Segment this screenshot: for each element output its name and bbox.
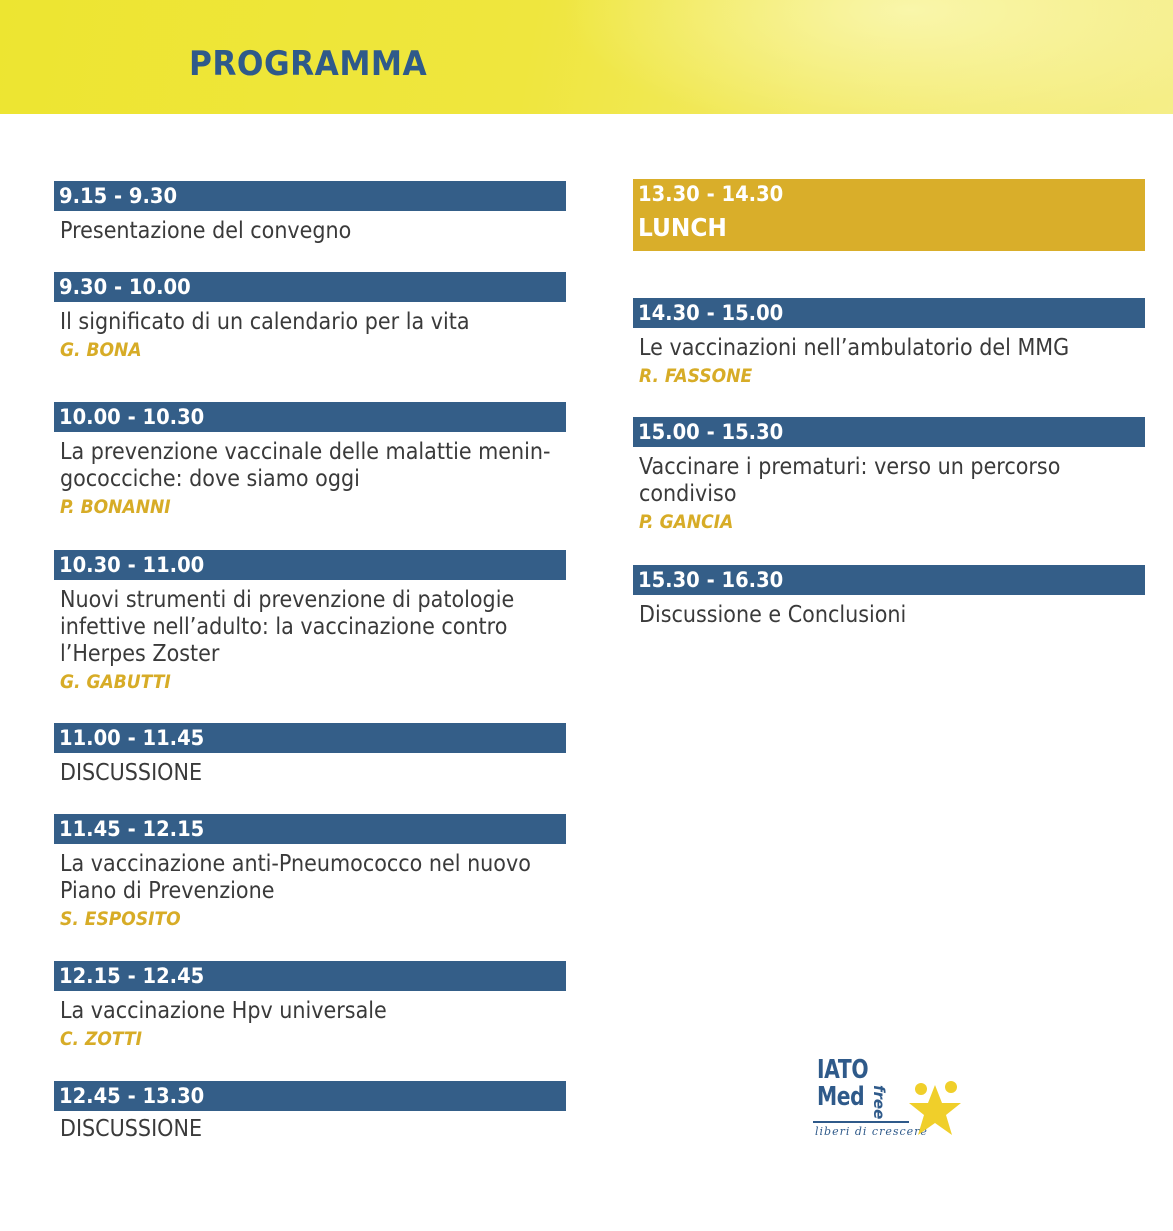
session-title-line: condiviso: [639, 481, 737, 507]
session-title: [54, 587, 566, 668]
session-time-bar: [633, 417, 1145, 447]
session-title: [54, 1116, 566, 1143]
session-time: 15.30 - 16.30: [638, 568, 784, 592]
session-title-line: Discussione e Conclusioni: [639, 602, 907, 628]
session-title: [54, 439, 566, 493]
session-item: [633, 417, 1145, 565]
session-speaker: [54, 908, 566, 930]
session-time: 12.15 - 12.45: [59, 964, 205, 988]
session-time-bar: [633, 565, 1145, 595]
session-time: 11.00 - 11.45: [59, 726, 205, 750]
session-time-bar: [54, 1081, 566, 1111]
session-title: [54, 998, 566, 1025]
session-speaker: [54, 496, 566, 518]
header-band: [0, 0, 1173, 114]
session-time: 10.30 - 11.00: [59, 553, 205, 577]
speaker-name: P. GANCIA: [639, 511, 734, 533]
session-time: 14.30 - 15.00: [638, 301, 784, 325]
session-title-line: Piano di Prevenzione: [60, 878, 275, 904]
speaker-name: P. BONANNI: [60, 496, 171, 518]
speaker-name: S. ESPOSITO: [60, 908, 181, 930]
session-item: [54, 272, 566, 402]
session-time: 15.00 - 15.30: [638, 420, 784, 444]
session-title: [633, 335, 1145, 362]
session-time-bar: [54, 181, 566, 211]
session-time: 12.45 - 13.30: [59, 1084, 205, 1108]
logo-wordmark: [817, 1057, 868, 1111]
schedule-right-column: [633, 179, 1145, 635]
logo-figure-head-2: [945, 1081, 957, 1093]
session-item: [54, 814, 566, 961]
session-time-bar: [633, 298, 1145, 328]
schedule-left-column: [54, 181, 566, 1151]
session-time: 9.30 - 10.00: [59, 275, 191, 299]
session-time-bar: [54, 961, 566, 991]
session-speaker: [633, 365, 1145, 387]
session-item: [54, 961, 566, 1081]
session-time: 11.45 - 12.15: [59, 817, 205, 841]
session-title: [633, 602, 1145, 629]
session-title-line: DISCUSSIONE: [60, 760, 203, 786]
session-title-line: La prevenzione vaccinale delle malattie menin-: [60, 439, 551, 465]
session-item: [54, 550, 566, 723]
speaker-name: G. GABUTTI: [60, 671, 171, 693]
lunch-time: [638, 180, 1145, 208]
session-item: [54, 181, 566, 272]
speaker-name: G. BONA: [60, 339, 142, 361]
lunch-label: [638, 208, 1145, 248]
session-title: [54, 309, 566, 336]
logo-tagline: liberi di crescere: [815, 1125, 928, 1138]
session-speaker: [54, 339, 566, 361]
session-time: 10.00 - 10.30: [59, 405, 205, 429]
lunch-block: [633, 179, 1145, 251]
iato-med-free-logo: [813, 1057, 973, 1147]
session-title: [54, 218, 566, 245]
logo-line-2: Med: [817, 1082, 865, 1112]
spacer: [633, 251, 1145, 298]
logo-rule: [813, 1121, 909, 1123]
speaker-name: C. ZOTTI: [60, 1028, 143, 1050]
session-title-line: gococciche: dove siamo oggi: [60, 466, 360, 492]
session-speaker: [54, 1028, 566, 1050]
session-title-line: infettive nell’adulto: la vaccinazione contro: [60, 614, 508, 640]
session-item: [54, 723, 566, 814]
session-item: [54, 402, 566, 550]
session-time: 9.15 - 9.30: [59, 184, 178, 208]
session-item: [54, 1081, 566, 1151]
session-item: [633, 565, 1145, 635]
speaker-name: R. FASSONE: [639, 365, 753, 387]
session-time-bar: [54, 402, 566, 432]
session-time-bar: [54, 272, 566, 302]
session-title: [633, 454, 1145, 508]
page-title: PROGRAMMA: [189, 44, 428, 84]
session-time-bar: [54, 723, 566, 753]
lunch-label-text: LUNCH: [638, 213, 727, 242]
session-title-line: Nuovi strumenti di prevenzione di patologie: [60, 587, 515, 613]
session-title-line: La vaccinazione anti-Pneumococco nel nuovo: [60, 851, 531, 877]
session-title-line: DISCUSSIONE: [60, 1116, 203, 1142]
session-title-line: l’Herpes Zoster: [60, 641, 220, 667]
logo-free: free: [870, 1085, 888, 1120]
session-speaker: [633, 511, 1145, 533]
header-glow: [560, 0, 1173, 114]
session-title-line: Il significato di un calendario per la vita: [60, 309, 470, 335]
session-item: [633, 298, 1145, 417]
logo-line-1: IATO: [817, 1055, 869, 1085]
lunch-time-text: 13.30 - 14.30: [638, 182, 784, 206]
session-time-bar: [54, 550, 566, 580]
session-speaker: [54, 671, 566, 693]
session-title-line: La vaccinazione Hpv universale: [60, 998, 387, 1024]
session-title: [54, 851, 566, 905]
session-title-line: Presentazione del convegno: [60, 218, 352, 244]
logo-star-figures-icon: [905, 1079, 967, 1143]
session-title: [54, 760, 566, 787]
session-title-line: Le vaccinazioni nell’ambulatorio del MMG: [639, 335, 1070, 361]
session-title-line: Vaccinare i prematuri: verso un percorso: [639, 454, 1061, 480]
logo-figure-head-1: [915, 1083, 927, 1095]
session-time-bar: [54, 814, 566, 844]
